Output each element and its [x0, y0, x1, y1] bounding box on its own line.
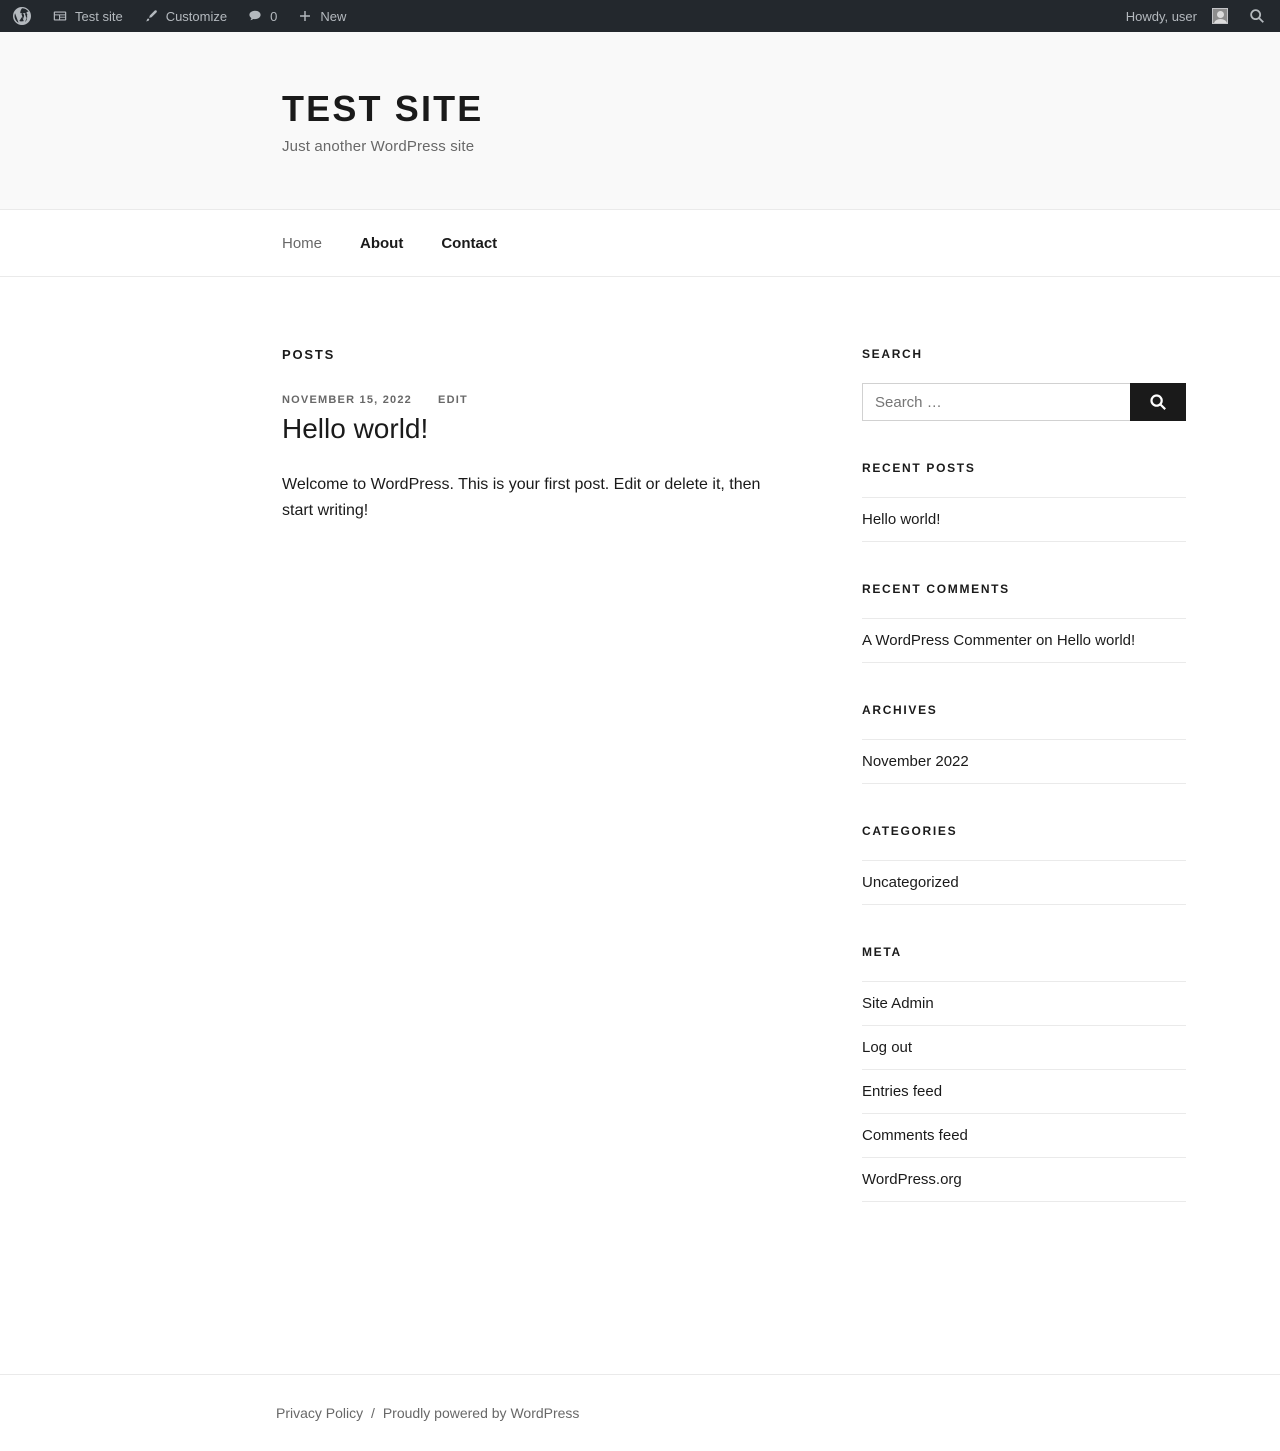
adminbar-customize-label: Customize	[165, 8, 228, 24]
nav-link-about[interactable]: About	[360, 234, 404, 252]
search-form	[862, 383, 1186, 421]
meta-link-site-admin[interactable]: Site Admin	[862, 995, 934, 1013]
search-input[interactable]	[862, 383, 1130, 421]
widget-recent-posts	[862, 461, 1186, 542]
post-title	[282, 412, 862, 446]
avatar	[1212, 8, 1228, 24]
wordpress-credit-link[interactable]: WordPress	[510, 1405, 580, 1421]
list-item[interactable]	[862, 861, 1186, 905]
search-submit-button[interactable]	[1130, 383, 1186, 421]
nav-item-contact[interactable]	[441, 235, 497, 253]
post-article	[282, 394, 862, 524]
post-title-link[interactable]: Hello world!	[282, 413, 429, 445]
paintbrush-icon	[143, 8, 159, 24]
adminbar-item-comments[interactable]	[237, 0, 287, 32]
plus-icon	[297, 8, 313, 24]
content-row	[94, 347, 1186, 1242]
list-item[interactable]	[862, 1070, 1186, 1114]
adminbar-comments-count: 0	[270, 8, 278, 24]
list-item[interactable]	[862, 1114, 1186, 1158]
meta-link-wordpress-org[interactable]: WordPress.org	[862, 1171, 962, 1189]
sidebar	[862, 347, 1186, 1242]
site-content	[0, 277, 1280, 1342]
list-item[interactable]	[862, 982, 1186, 1026]
meta-link-comments-feed[interactable]: Comments feed	[862, 1127, 968, 1145]
widget-archives-title: ARCHIVES	[862, 703, 938, 718]
nav-list	[282, 210, 1186, 277]
comment-post-link[interactable]: Hello world!	[1056, 632, 1136, 650]
nav-item-home[interactable]	[282, 235, 322, 253]
adminbar-item-site-name[interactable]	[42, 0, 133, 32]
adminbar-howdy-label: Howdy, user	[1125, 8, 1197, 24]
category-link[interactable]: Uncategorized	[862, 874, 959, 892]
comment-author: A WordPress Commenter	[862, 632, 1032, 650]
page-title[interactable]	[282, 88, 1186, 129]
privacy-policy-link[interactable]: Privacy Policy	[276, 1405, 364, 1421]
adminbar-new-label: New	[320, 8, 347, 24]
widget-recent-comments	[862, 582, 1186, 663]
comment-bubble-icon	[247, 8, 263, 24]
adminbar-site-name-label: Test site	[75, 8, 123, 24]
comment-on-word: on	[1035, 632, 1053, 650]
posts-heading: POSTS	[282, 347, 336, 363]
list-item[interactable]	[862, 498, 1186, 542]
widget-categories	[862, 824, 1186, 905]
list-item[interactable]	[862, 1158, 1186, 1202]
recent-post-link[interactable]: Hello world!	[862, 511, 941, 529]
recent-comments-list	[862, 618, 1186, 663]
meta-list	[862, 981, 1186, 1202]
nav-link-contact[interactable]: Contact	[441, 234, 498, 252]
footer-credit-prefix: Proudly powered by	[382, 1405, 507, 1421]
nav-link-home[interactable]: Home	[282, 234, 323, 252]
nav-wrap	[94, 210, 1186, 277]
main-content	[282, 347, 862, 524]
wordpress-logo-icon	[12, 6, 32, 26]
widget-meta	[862, 945, 1186, 1202]
widget-categories-title: CATEGORIES	[862, 824, 958, 839]
adminbar-search-button[interactable]	[1238, 0, 1280, 32]
post-excerpt: Welcome to WordPress. This is your first post. Edit or delete it, then start writing!	[282, 475, 761, 520]
list-item[interactable]	[862, 619, 1186, 663]
search-icon	[1148, 392, 1168, 412]
archive-link[interactable]: November 2022	[862, 753, 969, 771]
admin-bar	[0, 0, 1280, 32]
adminbar-item-new[interactable]	[287, 0, 356, 32]
widget-archives	[862, 703, 1186, 784]
site-header	[0, 32, 1280, 210]
post-date-link[interactable]: NOVEMBER 15, 2022	[282, 394, 413, 407]
post-edit-link[interactable]: EDIT	[438, 394, 468, 407]
dashboard-house-icon	[52, 8, 68, 24]
post-meta	[282, 394, 862, 406]
adminbar-right-group	[1116, 0, 1280, 32]
adminbar-my-account[interactable]	[1116, 0, 1238, 32]
site-footer	[0, 1374, 1280, 1451]
nav-item-about[interactable]	[360, 235, 403, 253]
widget-recent-comments-title: RECENT COMMENTS	[862, 582, 1010, 597]
search-icon	[1248, 7, 1266, 25]
widget-meta-title: META	[862, 945, 902, 960]
recent-posts-list	[862, 497, 1186, 542]
widget-search	[862, 347, 1186, 421]
list-item[interactable]	[862, 1026, 1186, 1070]
widget-recent-posts-title: RECENT POSTS	[862, 461, 976, 476]
header-wrap	[94, 88, 1186, 155]
wordpress-logo-button[interactable]	[0, 0, 42, 32]
header-inner	[282, 88, 1186, 155]
meta-link-log-out[interactable]: Log out	[862, 1039, 913, 1057]
categories-list	[862, 860, 1186, 905]
site-title-text: TEST SITE	[282, 88, 484, 129]
list-item[interactable]	[862, 740, 1186, 784]
adminbar-item-customize[interactable]	[133, 0, 237, 32]
widget-search-title: SEARCH	[862, 347, 923, 362]
site-description: Just another WordPress site	[282, 138, 475, 156]
primary-navigation	[0, 210, 1280, 277]
archives-list	[862, 739, 1186, 784]
meta-link-entries-feed[interactable]: Entries feed	[862, 1083, 943, 1101]
footer-inner	[94, 1405, 1186, 1421]
footer-separator: /	[371, 1405, 375, 1421]
